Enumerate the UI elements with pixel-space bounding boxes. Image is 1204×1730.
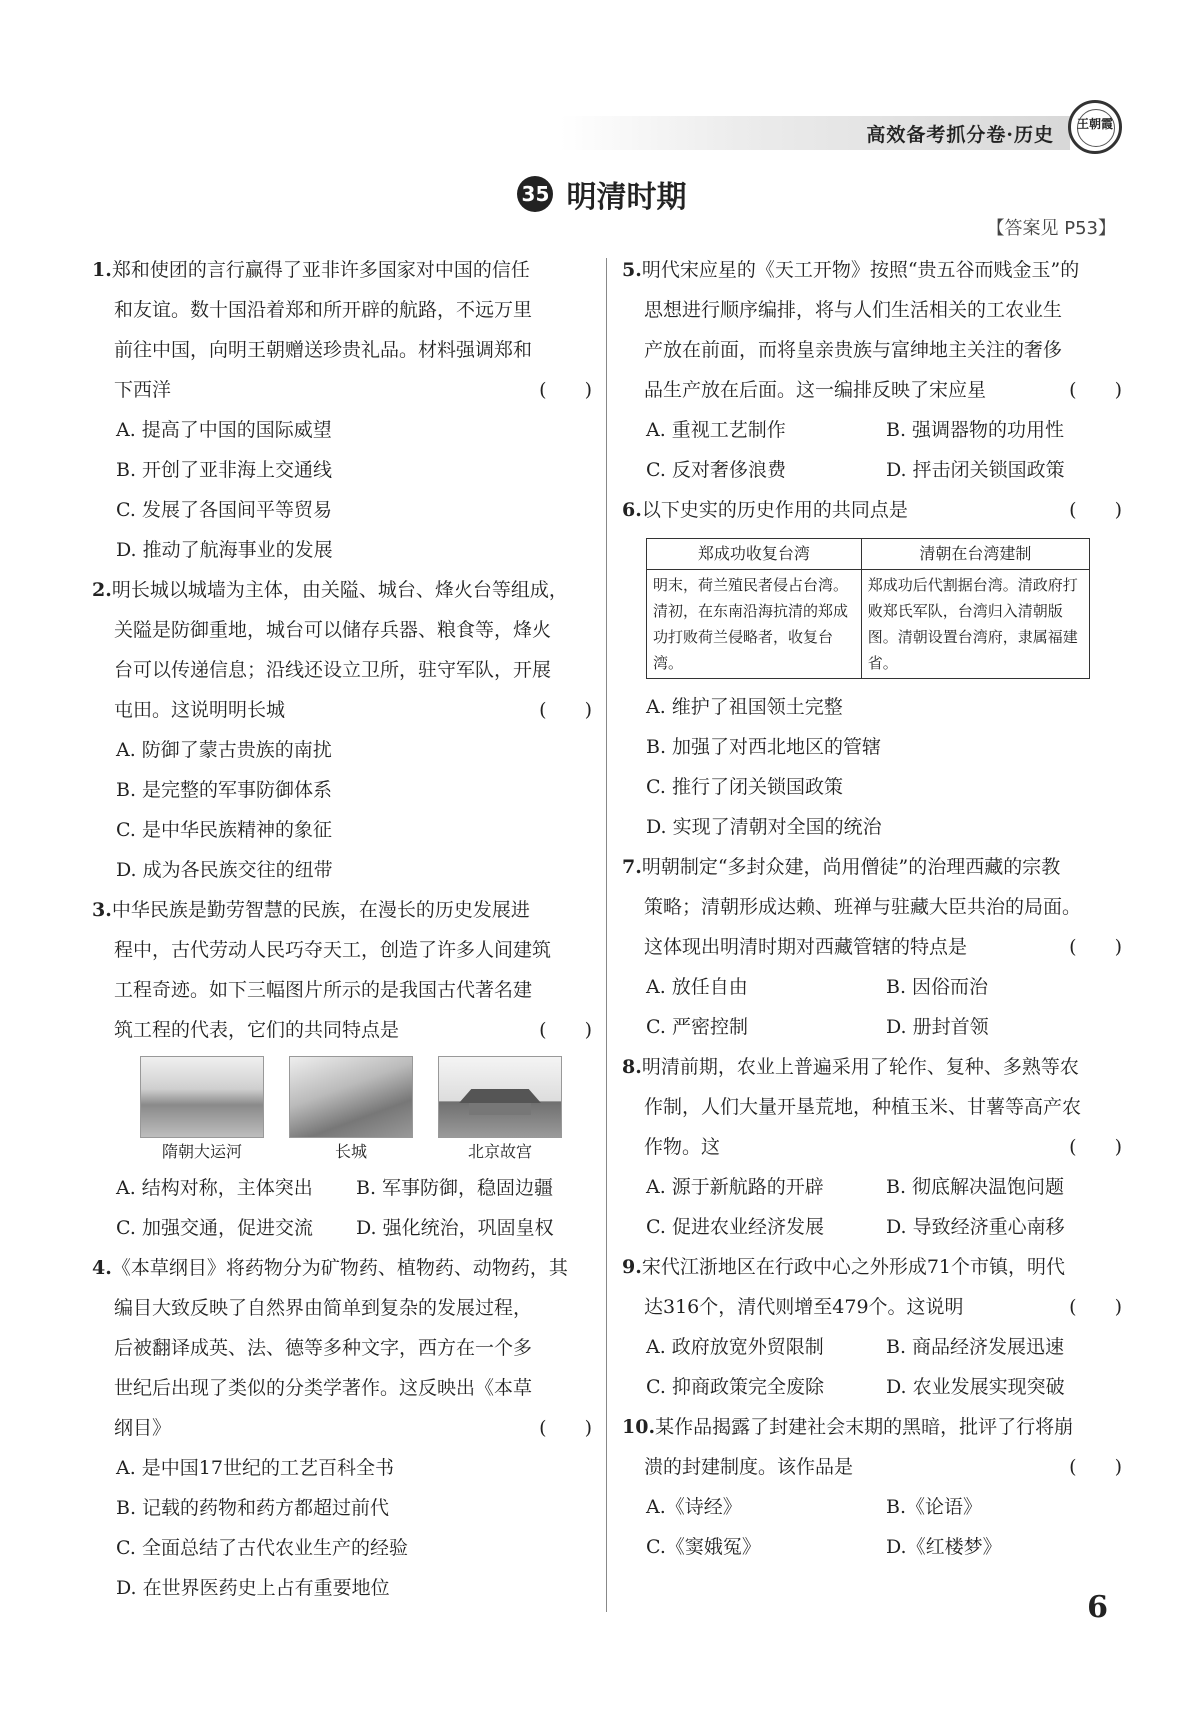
section-number-badge: 35 <box>517 176 553 212</box>
option-a[interactable]: A. 是中国17世纪的工艺百科全书 <box>116 1457 394 1479</box>
table-row <box>647 570 1090 679</box>
question-line <box>92 890 592 930</box>
question-line: 编目大致反映了自然界由简单到复杂的发展过程， <box>114 1297 533 1319</box>
option-c[interactable]: C. 加强交通，促进交流 <box>116 1217 313 1239</box>
image-caption: 北京故宫 <box>467 1142 532 1161</box>
question-line: 作制，人们大量开垦荒地，种植玉米、甘薯等高产农 <box>644 1096 1082 1118</box>
question-text: 筑工程的代表，它们的共同特点是 <box>114 1019 400 1041</box>
question-line: 世纪后出现了类似的分类学著作。这反映出《本草 <box>114 1377 533 1399</box>
question-text: 品生产放在后面。这一编排反映了宋应星 <box>644 379 987 401</box>
question-2 <box>92 570 592 890</box>
image-row <box>92 1056 592 1166</box>
question-line <box>92 1248 592 1288</box>
question-line: 和友谊。数十国沿着郑和所开辟的航路，不远万里 <box>114 299 533 321</box>
question-number: 6. <box>622 499 642 521</box>
table-header: 清朝在台湾建制 <box>861 539 1089 570</box>
question-10 <box>622 1407 1122 1567</box>
question-number: 4. <box>92 1257 112 1279</box>
question-number: 8. <box>622 1056 642 1078</box>
option-c[interactable]: C. 是中华民族精神的象征 <box>116 819 332 841</box>
question-line <box>92 570 592 610</box>
option-c[interactable]: C. 推行了闭关锁国政策 <box>646 776 843 798</box>
answer-blank[interactable]: ( ) <box>539 1417 592 1439</box>
question-text: 以下史实的历史作用的共同点是 <box>641 499 908 521</box>
option-a[interactable]: A. 提高了中国的国际威望 <box>116 419 332 441</box>
question-line: 前往中国，向明王朝赠送珍贵礼品。材料强调郑和 <box>114 339 533 361</box>
answer-blank[interactable]: ( ) <box>1069 499 1122 521</box>
question-text: 达316个，清代则增至479个。这说明 <box>644 1296 964 1318</box>
question-text: 某作品揭露了封建社会末期的黑暗，批评了行将崩 <box>655 1416 1074 1438</box>
question-number: 10. <box>622 1416 656 1438</box>
question-text: 溃的封建制度。该作品是 <box>644 1456 854 1478</box>
answer-blank[interactable]: ( ) <box>539 1019 592 1041</box>
option-a[interactable]: A. 维护了祖国领土完整 <box>646 696 843 718</box>
palace-hall <box>469 1103 531 1115</box>
table-header-row <box>647 539 1090 570</box>
page-number: 6 <box>1087 1590 1108 1625</box>
question-line <box>622 927 1122 967</box>
option-row <box>622 1487 1122 1527</box>
answer-blank[interactable]: ( ) <box>539 699 592 721</box>
question-line <box>92 1010 592 1050</box>
question-number: 7. <box>622 856 642 878</box>
option-b[interactable]: B. 军事防御，稳固边疆 <box>356 1177 554 1199</box>
option-row <box>92 1208 592 1248</box>
option-b[interactable]: B. 记载的药物和药方都超过前代 <box>116 1497 390 1519</box>
option-d[interactable]: D. 成为各民族交往的纽带 <box>116 859 333 881</box>
question-text: 明清前期，农业上普遍采用了轮作、复种、多熟等农 <box>641 1056 1079 1078</box>
option-row <box>622 1367 1122 1407</box>
forbidden-city-photo <box>438 1056 562 1138</box>
image-caption: 长城 <box>334 1142 367 1161</box>
question-number: 2. <box>92 579 112 601</box>
question-text: 作物。这 <box>644 1136 721 1158</box>
question-text: 屯田。这说明明长城 <box>114 699 286 721</box>
question-5 <box>622 250 1122 490</box>
option-a[interactable]: A.《诗经》 <box>646 1496 742 1518</box>
answer-blank[interactable]: ( ) <box>1069 1136 1122 1158</box>
great-wall-photo <box>289 1056 413 1138</box>
question-line: 关隘是防御重地，城台可以储存兵器、粮食等，烽火 <box>114 619 552 641</box>
option-d[interactable]: D. 导致经济重心南移 <box>886 1216 1065 1238</box>
column-divider <box>606 258 607 1612</box>
image-forbidden-city <box>438 1056 562 1166</box>
question-line: 产放在前面，而将皇亲贵族与富绅地主关注的奢侈 <box>644 339 1063 361</box>
option-c[interactable]: C. 发展了各国间平等贸易 <box>116 499 332 521</box>
page-title <box>0 172 1204 216</box>
history-table <box>646 538 1090 679</box>
header-title: 高效备考抓分卷·历史 <box>866 124 1054 146</box>
question-text: 纲目》 <box>114 1417 172 1439</box>
option-row <box>622 450 1122 490</box>
option-b[interactable]: B. 因俗而治 <box>886 976 989 998</box>
palace-roof <box>459 1089 541 1103</box>
seal-text: 王朝霞 <box>1076 117 1113 131</box>
table-cell: 郑成功后代割据台湾。清政府打败郑氏军队，台湾归入清朝版图。清朝设置台湾府，隶属福建省。 <box>861 570 1089 679</box>
answer-blank[interactable]: ( ) <box>1069 1296 1122 1318</box>
option-b[interactable]: B. 强调器物的功用性 <box>886 419 1065 441</box>
question-line: 策略；清朝形成达赖、班禅与驻藏大臣共治的局面。 <box>644 896 1082 918</box>
image-great-wall <box>289 1056 413 1166</box>
question-line <box>622 1047 1122 1087</box>
question-4 <box>92 1248 592 1608</box>
option-a[interactable]: A. 防御了蒙古贵族的南扰 <box>116 739 332 761</box>
question-line <box>622 1287 1122 1327</box>
question-text: 《本草纲目》将药物分为矿物药、植物药、动物药，其 <box>111 1257 568 1279</box>
option-row <box>622 410 1122 450</box>
question-text: 中华民族是勤劳智慧的民族，在漫长的历史发展进 <box>111 899 530 921</box>
seal-logo <box>1068 100 1122 154</box>
question-line <box>622 847 1122 887</box>
answer-blank[interactable]: ( ) <box>1069 379 1122 401</box>
option-a[interactable]: A. 源于新航路的开辟 <box>646 1176 824 1198</box>
option-row <box>622 1167 1122 1207</box>
question-6 <box>622 490 1122 847</box>
question-line <box>622 1247 1122 1287</box>
question-line <box>622 1407 1122 1447</box>
left-column <box>92 250 592 1608</box>
question-line: 台可以传递信息；沿线还设立卫所，驻守军队，开展 <box>114 659 552 681</box>
option-b[interactable]: B.《论语》 <box>886 1496 983 1518</box>
question-line <box>92 250 592 290</box>
option-row <box>622 1527 1122 1567</box>
option-a[interactable]: A. 政府放宽外贸限制 <box>646 1336 824 1358</box>
option-b[interactable]: B. 开创了亚非海上交通线 <box>116 459 333 481</box>
option-d[interactable]: D. 抨击闭关锁国政策 <box>886 459 1065 481</box>
grand-canal-photo <box>140 1056 264 1138</box>
question-number: 1. <box>92 259 112 281</box>
question-9 <box>622 1247 1122 1407</box>
option-a[interactable]: A. 结构对称，主体突出 <box>116 1177 313 1199</box>
section-title: 明清时期 <box>566 180 687 215</box>
question-text: 宋代江浙地区在行政中心之外形成71个市镇，明代 <box>641 1256 1066 1278</box>
option-c[interactable]: C.《窦娥冤》 <box>646 1536 761 1558</box>
question-line <box>622 1127 1122 1167</box>
option-row <box>622 1327 1122 1367</box>
answer-blank[interactable]: ( ) <box>1069 936 1122 958</box>
answer-blank[interactable]: ( ) <box>539 379 592 401</box>
question-text: 郑和使团的言行赢得了亚非许多国家对中国的信任 <box>111 259 530 281</box>
option-d[interactable]: D. 在世界医药史上占有重要地位 <box>116 1577 390 1599</box>
question-line: 工程奇迹。如下三幅图片所示的是我国古代著名建 <box>114 979 533 1001</box>
option-d[interactable]: D. 册封首领 <box>886 1016 989 1038</box>
option-d[interactable]: D. 实现了清朝对全国的统治 <box>646 816 882 838</box>
option-d[interactable]: D. 农业发展实现突破 <box>886 1376 1065 1398</box>
question-line <box>622 490 1122 530</box>
question-text: 这体现出明清时期对西藏管辖的特点是 <box>644 936 968 958</box>
question-line: 思想进行顺序编排，将与人们生活相关的工农业生 <box>644 299 1063 321</box>
question-number: 3. <box>92 899 112 921</box>
option-row <box>622 1207 1122 1247</box>
option-c[interactable]: C. 抑商政策完全废除 <box>646 1376 824 1398</box>
question-line: 程中，古代劳动人民巧夺天工，创造了许多人间建筑 <box>114 939 552 961</box>
option-row <box>622 1007 1122 1047</box>
option-row <box>92 1168 592 1208</box>
question-text: 明长城以城墙为主体，由关隘、城台、烽火台等组成， <box>111 579 568 601</box>
question-line <box>92 1408 592 1448</box>
option-a[interactable]: A. 放任自由 <box>646 976 748 998</box>
image-caption: 隋朝大运河 <box>161 1142 242 1161</box>
question-text: 明朝制定“多封众建，尚用僧徒”的治理西藏的宗教 <box>641 856 1061 878</box>
question-1 <box>92 250 592 570</box>
option-b[interactable]: B. 加强了对西北地区的管辖 <box>646 736 882 758</box>
option-b[interactable]: B. 是完整的军事防御体系 <box>116 779 333 801</box>
question-line <box>622 370 1122 410</box>
answer-reference: 【答案见 P53】 <box>986 218 1116 239</box>
option-d[interactable]: D. 强化统治，巩固皇权 <box>356 1217 554 1239</box>
question-number: 5. <box>622 259 642 281</box>
option-b[interactable]: B. 商品经济发展迅速 <box>886 1336 1065 1358</box>
question-line <box>622 1447 1122 1487</box>
question-text: 下西洋 <box>114 379 172 401</box>
table-cell: 明末，荷兰殖民者侵占台湾。清初，在东南沿海抗清的郑成功打败荷兰侵略者，收复台湾。 <box>647 570 862 679</box>
option-c[interactable]: C. 反对奢侈浪费 <box>646 459 786 481</box>
question-3 <box>92 890 592 1248</box>
question-text: 明代宋应星的《天工开物》按照“贵五谷而贱金玉”的 <box>641 259 1080 281</box>
image-grand-canal <box>140 1056 264 1166</box>
right-column <box>622 250 1122 1567</box>
question-8 <box>622 1047 1122 1247</box>
question-line <box>92 690 592 730</box>
option-b[interactable]: B. 彻底解决温饱问题 <box>886 1176 1065 1198</box>
question-line <box>622 250 1122 290</box>
question-number: 9. <box>622 1256 642 1278</box>
question-line: 后被翻译成英、法、德等多种文字，西方在一个多 <box>114 1337 533 1359</box>
option-c[interactable]: C. 促进农业经济发展 <box>646 1216 824 1238</box>
option-c[interactable]: C. 严密控制 <box>646 1016 748 1038</box>
answer-blank[interactable]: ( ) <box>1069 1456 1122 1478</box>
option-c[interactable]: C. 全面总结了古代农业生产的经验 <box>116 1537 408 1559</box>
option-row <box>622 967 1122 1007</box>
option-d[interactable]: D.《红楼梦》 <box>886 1536 1002 1558</box>
option-a[interactable]: A. 重视工艺制作 <box>646 419 786 441</box>
option-d[interactable]: D. 推动了航海事业的发展 <box>116 539 333 561</box>
question-7 <box>622 847 1122 1047</box>
question-line <box>92 370 592 410</box>
table-header: 郑成功收复台湾 <box>647 539 862 570</box>
